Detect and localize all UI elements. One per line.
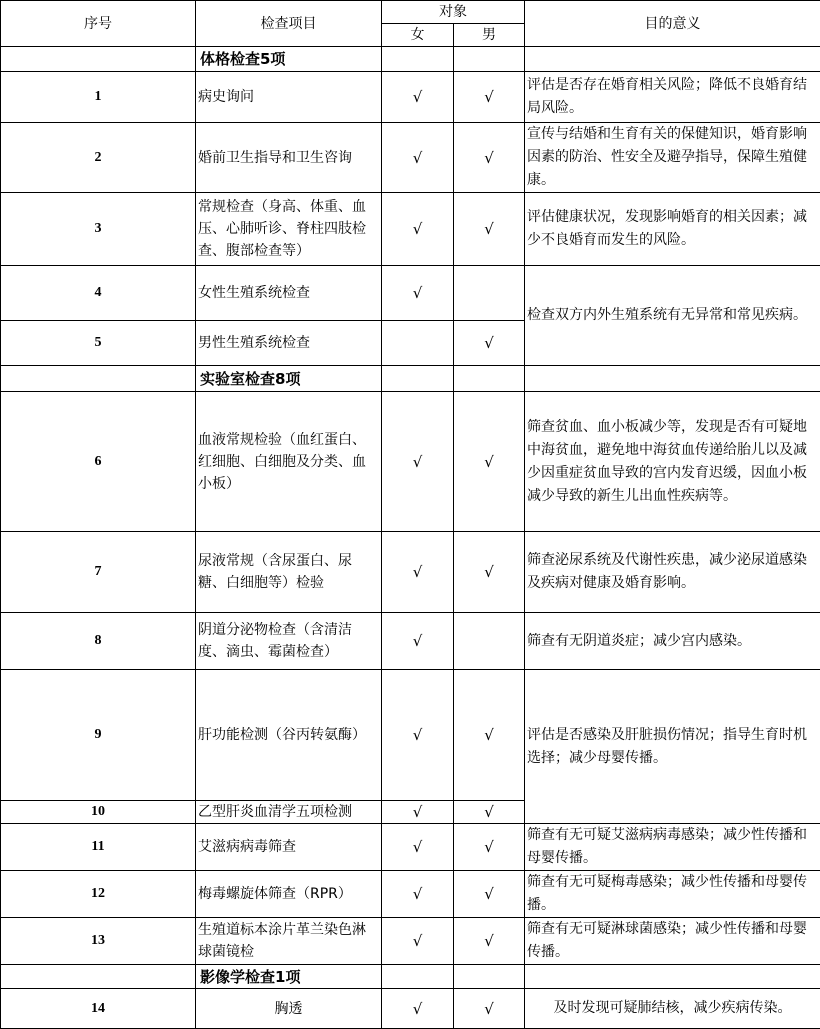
- table-row: [1, 72, 820, 123]
- male-empty: [454, 613, 525, 670]
- row-item: 肝功能检测（谷丙转氨酶）: [196, 670, 382, 801]
- header-target: 对象: [382, 1, 525, 24]
- row-item: 阴道分泌物检查（含清洁度、滴虫、霉菌检查）: [196, 613, 382, 670]
- female-check: √: [382, 918, 454, 965]
- male-check: √: [454, 824, 525, 871]
- row-item: 男性生殖系统检查: [196, 321, 382, 366]
- table-row: [1, 532, 820, 613]
- header-purpose: 目的意义: [525, 1, 820, 47]
- section-row: [1, 366, 820, 392]
- row-purpose: 检查双方内外生殖系统有无异常和常见疾病。: [525, 266, 820, 366]
- header-male: 男: [454, 24, 525, 47]
- row-purpose: 筛查有无可疑淋球菌感染；减少性传播和母婴传播。: [525, 918, 820, 965]
- female-check: √: [382, 72, 454, 123]
- row-number: 5: [1, 321, 196, 366]
- row-purpose: 及时发现可疑肺结核，减少疾病传染。: [525, 989, 820, 1029]
- row-item: 梅毒螺旋体筛查（RPR）: [196, 871, 382, 918]
- male-check: √: [454, 670, 525, 801]
- row-number: 11: [1, 824, 196, 871]
- male-check: √: [454, 918, 525, 965]
- table-row: [1, 193, 820, 266]
- female-check: √: [382, 532, 454, 613]
- female-empty: [382, 321, 454, 366]
- table-row: [1, 392, 820, 532]
- row-item: 乙型肝炎血清学五项检测: [196, 801, 382, 824]
- male-check: √: [454, 193, 525, 266]
- section-title-imaging: 影像学检查1项: [196, 965, 382, 989]
- female-check: √: [382, 824, 454, 871]
- row-item: 婚前卫生指导和卫生咨询: [196, 123, 382, 193]
- row-purpose: 筛查贫血、血小板减少等，发现是否有可疑地中海贫血，避免地中海贫血传递给胎儿以及减少因重症贫血导致的宫内发育迟缓，因血小板减少导致的新生儿出血性疾病等。: [525, 392, 820, 532]
- row-number: 1: [1, 72, 196, 123]
- row-item: 常规检查（身高、体重、血压、心肺听诊、脊柱四肢检查、腹部检查等）: [196, 193, 382, 266]
- row-item: 尿液常规（含尿蛋白、尿糖、白细胞等）检验: [196, 532, 382, 613]
- header-female: 女: [382, 24, 454, 47]
- female-check: √: [382, 670, 454, 801]
- row-number: 10: [1, 801, 196, 824]
- row-item: 女性生殖系统检查: [196, 266, 382, 321]
- row-number: 12: [1, 871, 196, 918]
- female-check: √: [382, 266, 454, 321]
- row-purpose: 评估健康状况，发现影响婚育的相关因素；减少不良婚育而发生的风险。: [525, 193, 820, 266]
- section-row: [1, 965, 820, 989]
- table-row: [1, 670, 820, 801]
- row-number: 3: [1, 193, 196, 266]
- female-check: √: [382, 392, 454, 532]
- table-row: [1, 871, 820, 918]
- section-row: [1, 47, 820, 72]
- table-row: [1, 989, 820, 1029]
- row-number: 6: [1, 392, 196, 532]
- row-number: 4: [1, 266, 196, 321]
- male-check: √: [454, 123, 525, 193]
- female-check: √: [382, 193, 454, 266]
- row-item: 艾滋病病毒筛查: [196, 824, 382, 871]
- male-check: √: [454, 72, 525, 123]
- male-check: √: [454, 989, 525, 1029]
- row-item: 血液常规检验（血红蛋白、红细胞、白细胞及分类、血小板）: [196, 392, 382, 532]
- row-purpose: 评估是否存在婚育相关风险；降低不良婚育结局风险。: [525, 72, 820, 123]
- male-check: √: [454, 321, 525, 366]
- row-number: 7: [1, 532, 196, 613]
- header-item: 检查项目: [196, 1, 382, 47]
- row-purpose: 筛查有无可疑梅毒感染；减少性传播和母婴传播。: [525, 871, 820, 918]
- section-title-lab: 实验室检查8项: [196, 366, 382, 392]
- female-check: √: [382, 989, 454, 1029]
- row-purpose: 宣传与结婚和生育有关的保健知识，婚育影响因素的防治、性安全及避孕指导，保障生殖健康。: [525, 123, 820, 193]
- table-row: [1, 918, 820, 965]
- male-empty: [454, 266, 525, 321]
- table-row: [1, 824, 820, 871]
- row-purpose: 筛查泌尿系统及代谢性疾患，减少泌尿道感染及疾病对健康及婚育影响。: [525, 532, 820, 613]
- row-item: 病史询问: [196, 72, 382, 123]
- female-check: √: [382, 801, 454, 824]
- row-purpose: 筛查有无阴道炎症；减少宫内感染。: [525, 613, 820, 670]
- male-check: √: [454, 392, 525, 532]
- row-number: 9: [1, 670, 196, 801]
- section-title-physical: 体格检查5项: [196, 47, 382, 72]
- male-check: √: [454, 871, 525, 918]
- row-purpose: 评估是否感染及肝脏损伤情况；指导生育时机选择；减少母婴传播。: [525, 670, 820, 824]
- female-check: √: [382, 613, 454, 670]
- row-number: 8: [1, 613, 196, 670]
- table-row: [1, 613, 820, 670]
- female-check: √: [382, 123, 454, 193]
- header-no: 序号: [1, 1, 196, 47]
- row-number: 2: [1, 123, 196, 193]
- table-row: [1, 123, 820, 193]
- table-row: [1, 266, 820, 321]
- male-check: √: [454, 801, 525, 824]
- female-check: √: [382, 871, 454, 918]
- row-purpose: 筛查有无可疑艾滋病病毒感染；减少性传播和母婴传播。: [525, 824, 820, 871]
- male-check: √: [454, 532, 525, 613]
- row-number: 14: [1, 989, 196, 1029]
- row-item: 生殖道标本涂片革兰染色淋球菌镜检: [196, 918, 382, 965]
- row-item: 胸透: [196, 989, 382, 1029]
- row-number: 13: [1, 918, 196, 965]
